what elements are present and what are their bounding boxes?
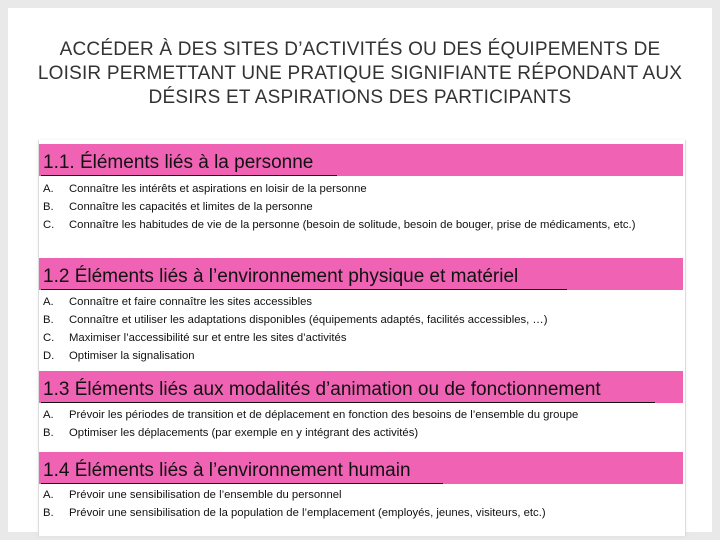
slide (8, 8, 712, 532)
list-item (39, 504, 679, 522)
item-text: Connaître les habitudes de vie de la personne (besoin de solitude, besoin de bouger, prise de médicaments, etc.) (69, 219, 636, 231)
section-heading-text: 1.2 Éléments liés à l’environnement physique et matériel (43, 266, 519, 287)
list-item (39, 216, 679, 234)
heading-underline (41, 175, 337, 176)
item-letter: A. (43, 409, 54, 421)
item-letter: A. (43, 183, 54, 195)
item-text: Connaître et utiliser les adaptations disponibles (équipements adaptés, facilités accessibles, …) (69, 314, 548, 326)
list-item (39, 180, 679, 198)
item-letter: C. (43, 219, 55, 231)
list-item (39, 293, 679, 311)
item-text: Optimiser la signalisation (69, 350, 195, 362)
list-item (39, 311, 679, 329)
item-text: Connaître les capacités et limites de la personne (69, 201, 313, 213)
item-letter: D. (43, 350, 55, 362)
item-letter: C. (43, 332, 55, 344)
item-text: Prévoir une sensibilisation de la population de l’emplacement (employés, jeunes, visiteurs, etc.) (69, 507, 546, 519)
list-item (39, 329, 679, 347)
item-text: Optimiser les déplacements (par exemple en y intégrant des activités) (69, 427, 419, 439)
item-letter: B. (43, 314, 54, 326)
item-letter: B. (43, 201, 54, 213)
item-letter: B. (43, 427, 54, 439)
section-items-1-1 (39, 180, 679, 234)
section-items-1-2 (39, 293, 679, 365)
section-heading-1-3 (39, 371, 683, 403)
item-text: Prévoir une sensibilisation de l’ensemble du personnel (69, 489, 342, 501)
heading-underline (41, 289, 567, 290)
list-item (39, 198, 679, 216)
section-heading-1-1 (39, 144, 683, 176)
section-items-1-3 (39, 406, 679, 442)
heading-underline (41, 402, 655, 403)
item-letter: A. (43, 296, 54, 308)
slide-title: ACCÉDER À DES SITES D’ACTIVITÉS OU DES ÉQUIPEMENTS DE LOISIR PERMETTANT UNE PRATIQUE SIGNIFIANTE RÉPONDANT AUX DÉSIRS ET ASPIRATIONS DES PARTICIPANTS (37, 39, 683, 108)
item-text: Maximiser l’accessibilité sur et entre les sites d’activités (69, 332, 347, 344)
content-box (38, 140, 686, 536)
item-text: Connaître les intérêts et aspirations en loisir de la personne (69, 183, 367, 195)
section-heading-text: 1.1. Éléments liés à la personne (43, 152, 314, 173)
heading-underline (41, 483, 443, 484)
section-heading-text: 1.4 Éléments liés à l’environnement humain (43, 460, 411, 481)
section-heading-1-4 (39, 452, 683, 484)
list-item (39, 486, 679, 504)
item-letter: A. (43, 489, 54, 501)
section-heading-text: 1.3 Éléments liés aux modalités d’animation ou de fonctionnement (43, 379, 601, 400)
item-text: Connaître et faire connaître les sites accessibles (69, 296, 313, 308)
section-heading-1-2 (39, 258, 683, 290)
item-letter: B. (43, 507, 54, 519)
list-item (39, 347, 679, 365)
list-item (39, 424, 679, 442)
item-text: Prévoir les périodes de transition et de déplacement en fonction des besoins de l’ensemble du groupe (69, 409, 579, 421)
section-items-1-4 (39, 486, 679, 522)
list-item (39, 406, 679, 424)
